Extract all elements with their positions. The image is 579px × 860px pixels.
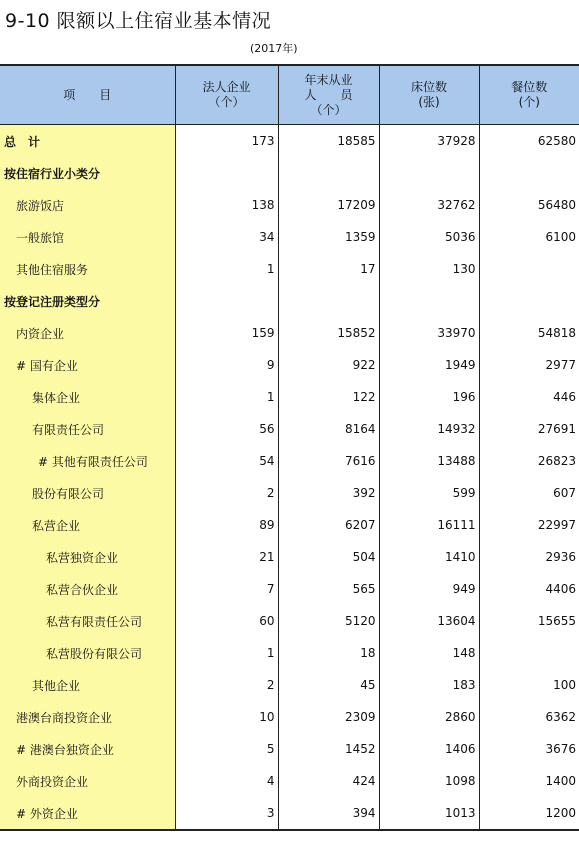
value-cell: 18 [278,637,379,669]
column-header [175,65,278,125]
value-cell: 599 [379,477,479,509]
value-cell: 54818 [479,317,579,349]
column-header-line: 人 员 [304,87,353,102]
data-table [0,64,579,831]
value-cell: 1 [175,637,278,669]
row-label: 旅游饭店 [16,198,65,213]
value-cell: 5 [175,733,278,765]
value-cell: 89 [175,509,278,541]
row-label: 内资企业 [16,326,65,341]
header-row [0,65,579,125]
row-label-cell [0,317,175,349]
value-cell: 1098 [379,765,479,797]
row-label: 按住宿行业小类分 [4,166,101,181]
row-label-cell [0,381,175,413]
value-cell [175,285,278,317]
row-label-cell [0,125,175,158]
value-cell: 2977 [479,349,579,381]
value-cell: 565 [278,573,379,605]
value-cell: 13488 [379,445,479,477]
value-cell: 17 [278,253,379,285]
value-cell: 6362 [479,701,579,733]
value-cell: 424 [278,765,379,797]
row-label-cell [0,349,175,381]
value-cell: 446 [479,381,579,413]
value-cell: 3676 [479,733,579,765]
value-cell: 1 [175,253,278,285]
row-label-cell [0,477,175,509]
row-label: 外商投资企业 [16,774,89,789]
row-label-cell [0,413,175,445]
value-cell: 45 [278,669,379,701]
row-label-cell [0,669,175,701]
row-label: 股份有限公司 [32,486,105,501]
row-label-cell [0,221,175,253]
value-cell: 27691 [479,413,579,445]
row-label: 总 计 [4,134,41,149]
value-cell: 1 [175,381,278,413]
value-cell: 62580 [479,125,579,158]
row-label: 一般旅馆 [16,230,65,245]
table-header [0,65,579,125]
row-label: 私营有限责任公司 [46,614,143,629]
table-row [0,477,579,509]
value-cell: 1200 [479,797,579,830]
column-header-line: 法人企业 [202,80,251,94]
value-cell: 2 [175,477,278,509]
row-label-cell [0,157,175,189]
value-cell: 1410 [379,541,479,573]
value-cell [479,253,579,285]
row-label-cell [0,797,175,830]
table-row [0,605,579,637]
row-label-cell [0,765,175,797]
row-label-cell [0,637,175,669]
value-cell: 9 [175,349,278,381]
table-row [0,285,579,317]
value-cell: 183 [379,669,479,701]
value-cell: 130 [379,253,479,285]
value-cell: 173 [175,125,278,158]
value-cell: 3 [175,797,278,830]
value-cell: 26823 [479,445,579,477]
value-cell: 122 [278,381,379,413]
value-cell: 148 [379,637,479,669]
table-row [0,509,579,541]
table-row [0,381,579,413]
value-cell: 15655 [479,605,579,637]
value-cell: 37928 [379,125,479,158]
row-label-cell [0,605,175,637]
value-cell: 32762 [379,189,479,221]
value-cell: 5036 [379,221,479,253]
row-label-cell [0,189,175,221]
value-cell: 2860 [379,701,479,733]
value-cell: 34 [175,221,278,253]
value-cell: 100 [479,669,579,701]
row-label: # 港澳台独资企业 [16,742,114,757]
value-cell: 8164 [278,413,379,445]
value-cell: 7616 [278,445,379,477]
table-row [0,317,579,349]
row-label: 私营股份有限公司 [46,646,143,661]
row-label: 私营企业 [32,518,81,533]
row-label-cell [0,285,175,317]
value-cell: 21 [175,541,278,573]
table-row [0,669,579,701]
row-label: 港澳台商投资企业 [16,710,113,725]
value-cell: 607 [479,477,579,509]
table-row [0,253,579,285]
value-cell: 2309 [278,701,379,733]
table-row [0,157,579,189]
value-cell: 56480 [479,189,579,221]
row-label: 集体企业 [32,390,81,405]
value-cell [379,285,479,317]
column-header-line: 年末从业 [304,72,353,87]
value-cell: 949 [379,573,479,605]
value-cell: 4 [175,765,278,797]
column-header-line: 项 目 [63,87,112,102]
value-cell: 2936 [479,541,579,573]
table-subtitle: (2017年) [250,42,298,55]
value-cell: 6100 [479,221,579,253]
value-cell: 60 [175,605,278,637]
row-label: # 外资企业 [16,806,78,821]
row-label-cell [0,733,175,765]
value-cell [479,285,579,317]
table-row [0,765,579,797]
row-label-cell [0,253,175,285]
table-row [0,413,579,445]
value-cell: 1013 [379,797,479,830]
value-cell: 15852 [278,317,379,349]
value-cell: 1406 [379,733,479,765]
table-row [0,797,579,830]
table-row [0,701,579,733]
column-header [278,65,379,125]
table-row [0,221,579,253]
value-cell: 1359 [278,221,379,253]
column-header-line: （个） [208,95,245,109]
column-header-line: 餐位数 [511,80,548,94]
value-cell: 1949 [379,349,479,381]
value-cell [278,157,379,189]
table-row [0,541,579,573]
row-label: # 其他有限责任公司 [38,454,148,469]
value-cell: 17209 [278,189,379,221]
row-label: 私营独资企业 [46,550,119,565]
value-cell: 22997 [479,509,579,541]
value-cell: 7 [175,573,278,605]
table-row [0,445,579,477]
value-cell: 16111 [379,509,479,541]
value-cell: 504 [278,541,379,573]
value-cell: 159 [175,317,278,349]
value-cell: 18585 [278,125,379,158]
value-cell: 14932 [379,413,479,445]
row-label: 其他企业 [32,678,81,693]
value-cell: 13604 [379,605,479,637]
table-row [0,349,579,381]
column-header [0,65,175,125]
row-label: 有限责任公司 [32,422,105,437]
column-header [479,65,579,125]
value-cell [175,157,278,189]
row-label: 其他住宿服务 [16,262,89,277]
row-label: 按登记注册类型分 [4,294,101,309]
row-label: # 国有企业 [16,358,78,373]
value-cell [479,157,579,189]
row-label-cell [0,445,175,477]
value-cell: 1452 [278,733,379,765]
column-header-line: (个) [518,95,540,109]
table-row [0,573,579,605]
value-cell [278,285,379,317]
row-label-cell [0,541,175,573]
value-cell: 56 [175,413,278,445]
column-header [379,65,479,125]
value-cell: 196 [379,381,479,413]
table-row [0,189,579,221]
column-header-line: (张) [418,95,440,109]
page-title: 9-10 限额以上住宿业基本情况 [5,10,272,32]
value-cell: 2 [175,669,278,701]
value-cell: 138 [175,189,278,221]
value-cell: 54 [175,445,278,477]
value-cell: 392 [278,477,379,509]
value-cell: 6207 [278,509,379,541]
value-cell: 33970 [379,317,479,349]
value-cell: 1400 [479,765,579,797]
value-cell: 10 [175,701,278,733]
value-cell: 394 [278,797,379,830]
row-label-cell [0,509,175,541]
value-cell: 922 [278,349,379,381]
value-cell: 4406 [479,573,579,605]
table-row [0,125,579,158]
table-row [0,733,579,765]
table-row [0,637,579,669]
row-label-cell [0,701,175,733]
value-cell [479,637,579,669]
table-body [0,125,579,831]
column-header-line: 床位数 [410,80,447,94]
value-cell [379,157,479,189]
column-header-line: （个） [310,102,347,117]
row-label-cell [0,573,175,605]
row-label: 私营合伙企业 [46,582,119,597]
value-cell: 5120 [278,605,379,637]
